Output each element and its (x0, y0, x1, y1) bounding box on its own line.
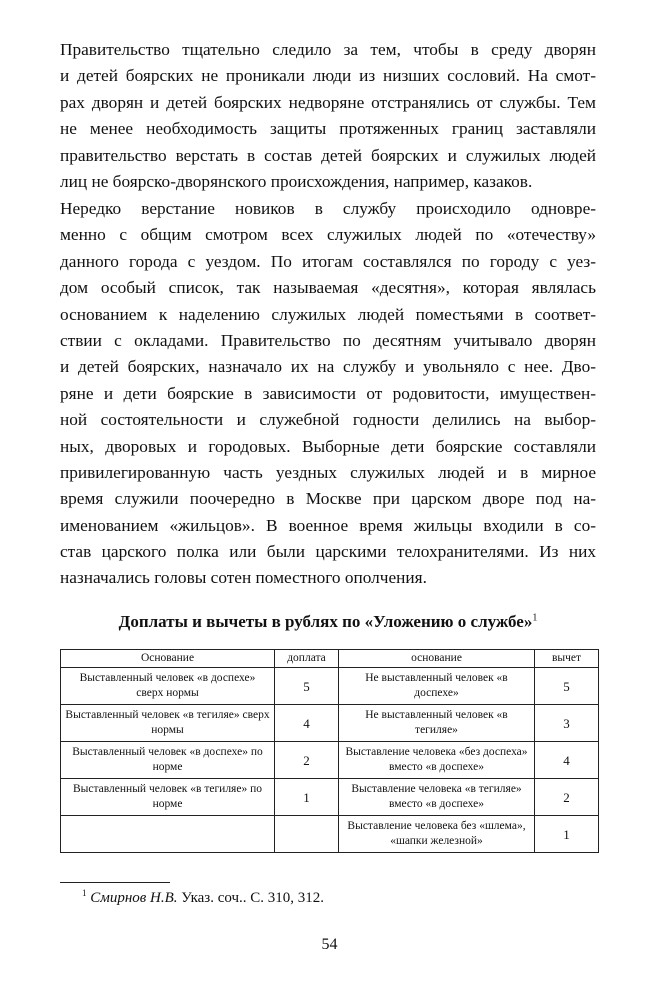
paragraph-1 (60, 37, 596, 195)
page-number: 54 (321, 936, 338, 953)
text-line: лиц не боярско-дворянского происхождения, например, казаков. (60, 171, 533, 191)
basis-cell: Выставленный человек «в доспехе» сверх нормы (61, 668, 275, 705)
table-row (61, 705, 599, 742)
surcharge-cell: 4 (275, 705, 339, 742)
surcharge-cell (275, 816, 339, 853)
text-line: ных, дворовых и городовых. Выборные дети боярские составляли (60, 436, 596, 456)
table-title-text: Доплаты и вычеты в рублях по «Уложению о службе» (118, 612, 533, 631)
header-deduction: вычет (535, 650, 599, 668)
basis-cell: Выставленный человек «в доспехе» по норме (61, 742, 275, 779)
text-line: правительство верстать в состав детей боярских и служилых людей (60, 145, 596, 165)
table-row (61, 742, 599, 779)
text-line: ствии с окладами. Правительство по десятням учитывало дворян (60, 330, 596, 350)
basis-2-cell: Не выставленный человек «в тегиляе» (339, 705, 535, 742)
deduction-cell: 4 (535, 742, 599, 779)
deduction-cell: 2 (535, 779, 599, 816)
basis-2-cell: Не выставленный человек «в доспехе» (339, 668, 535, 705)
basis-2-cell: Выставление человека «без доспеха» вместо «в доспехе» (339, 742, 535, 779)
text-line: ряне и дети боярские в зависимости от родовитости, имуществен- (60, 383, 596, 403)
text-line: Нередко верстание новиков в службу происходило одновре- (60, 199, 596, 218)
header-basis-2: основание (339, 650, 535, 668)
text-line: дом особый список, так называемая «десятня», которая являлась (60, 278, 596, 298)
text-line: менно с общим смотром всех служилых людей по «отечеству» (60, 225, 596, 245)
text-line: данного города с уездом. По итогам составлялся по городу с уез- (60, 251, 596, 271)
footnote-rule (60, 882, 170, 883)
footnote-author: Смирнов Н.В. (90, 890, 178, 906)
text-line: и детей боярских не проникали люди из низших сословий. На смот- (60, 66, 596, 86)
text-line: привилегированную часть уездных служилых людей и в мирное (60, 462, 596, 482)
header-basis: Основание (61, 650, 275, 668)
text-line: время служили поочередно в Москве при царском дворе под на- (60, 489, 596, 509)
footnote (82, 888, 324, 907)
basis-cell: Выставленный человек «в тегиляе» по норме (61, 779, 275, 816)
header-surcharge: доплата (275, 650, 339, 668)
deduction-cell: 1 (535, 816, 599, 853)
table-title (60, 612, 596, 632)
text-line: именованием «жильцов». В военное время жильцы входили в со- (60, 515, 596, 535)
text-line: и детей боярских, назначало их на службу и увольняло с нее. Дво- (60, 357, 596, 377)
surcharge-cell: 1 (275, 779, 339, 816)
text-line: не менее необходимость защиты протяженных границ заставляли (60, 119, 596, 139)
text-line: Правительство тщательно следило за тем, чтобы в среду дворян (60, 40, 596, 59)
basis-2-cell: Выставление человека «в тегиляе» вместо «в доспехе» (339, 779, 535, 816)
table-row (61, 779, 599, 816)
text-line: основанием к наделению служилых людей поместьями в соответ- (60, 304, 596, 324)
payments-table (60, 649, 599, 853)
paragraph-2 (60, 196, 596, 592)
text-line: рах дворян и детей боярских недворяне отстранялись от службы. Тем (60, 92, 596, 112)
basis-cell: Выставленный человек «в тегиляе» сверх нормы (61, 705, 275, 742)
text-line: ной состоятельности и служебной годности делились на выбор- (60, 410, 596, 430)
footnote-mark: 1 (82, 888, 87, 898)
table-row (61, 816, 599, 853)
text-line: став царского полка или были царскими телохранителями. Из них (60, 542, 596, 562)
footnote-text: Указ. соч.. С. 310, 312. (181, 890, 325, 906)
deduction-cell: 5 (535, 668, 599, 705)
table-row (61, 668, 599, 705)
table-title-footnote-mark: 1 (532, 612, 538, 624)
basis-cell (61, 816, 275, 853)
deduction-cell: 3 (535, 705, 599, 742)
surcharge-cell: 2 (275, 742, 339, 779)
surcharge-cell: 5 (275, 668, 339, 705)
table-header-row (61, 650, 599, 668)
text-line: назначались головы сотен поместного ополчения. (60, 568, 427, 588)
basis-2-cell: Выставление человека без «шлема», «шапки железной» (339, 816, 535, 853)
